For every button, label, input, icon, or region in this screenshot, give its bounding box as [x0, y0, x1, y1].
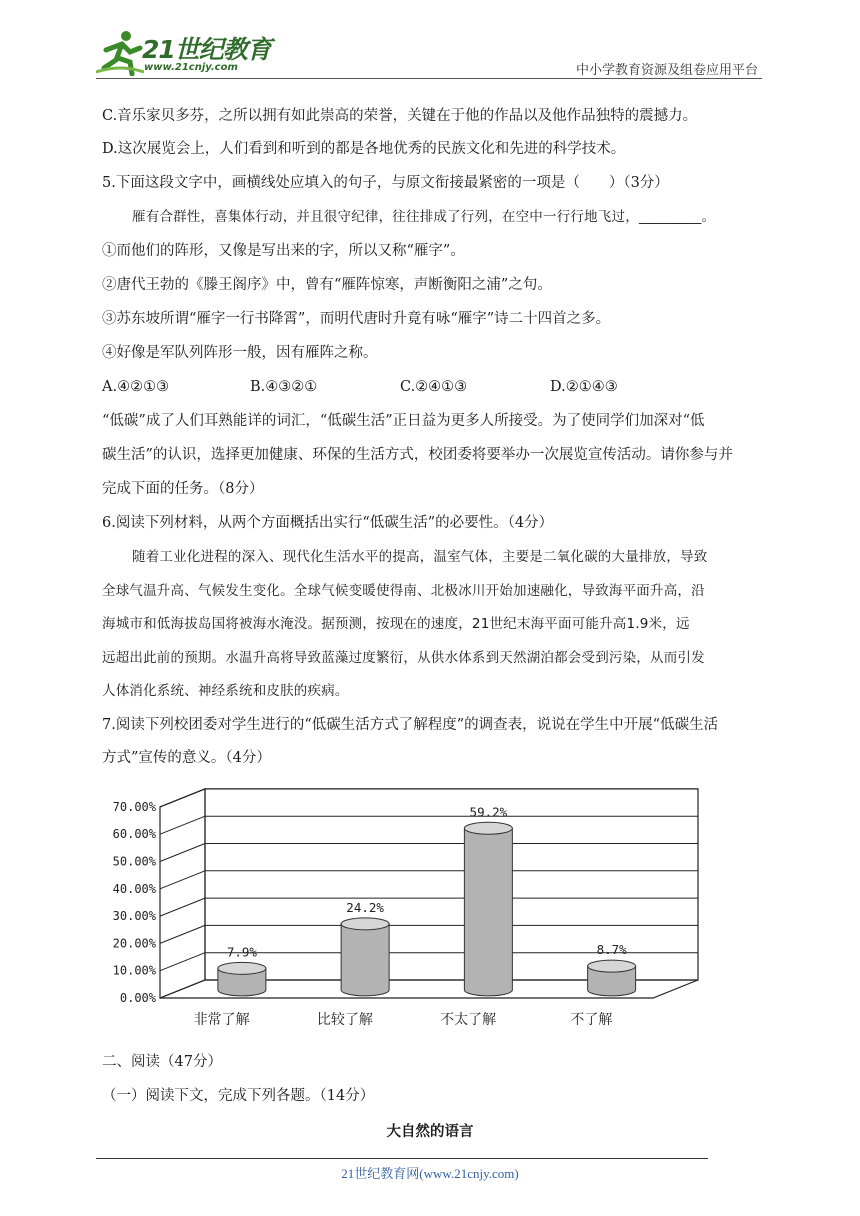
category-label: 比较了解: [316, 1012, 373, 1028]
question-5: 5.下面这段文字中，画横线处应填入的句子，与原文衔接最紧密的一项是（ ）（3分）: [102, 175, 669, 191]
data-label: 59.2%: [469, 804, 508, 820]
y-tick-label: 50.00%: [112, 854, 156, 869]
header-divider: [96, 78, 762, 79]
article-title: 大自然的语言: [386, 1123, 474, 1140]
data-label: 24.2%: [346, 899, 384, 915]
intro-line-2: 碳生活”的认识，选择更加健康、环保的生活方式，校团委将要举办一次展览宣传活动。请你参与并: [102, 447, 733, 463]
bar-body: [341, 924, 389, 996]
bar-top: [464, 822, 512, 834]
y-tick-label: 20.00%: [112, 936, 156, 951]
sentence-3: ③苏东坡所谓“雁字一行书降霄”，而明代唐时升竟有咏“雁字”诗二十四首之多。: [102, 311, 611, 327]
material-line-2: 全球气温升高、气候发生变化。全球气候变暖使得南、北极冰川开始加速融化，导致海平面升高，沿: [102, 583, 705, 599]
survey-chart: [100, 770, 720, 1040]
y-tick-label: 0.00%: [119, 991, 156, 1005]
category-label: 不太了解: [440, 1012, 497, 1028]
category-label: 非常了解: [193, 1012, 250, 1028]
y-tick-label: 60.00%: [112, 827, 156, 842]
gridline-side: [160, 871, 205, 889]
gridline-side: [160, 925, 205, 943]
sentence-1: ①而他们的阵形，又像是写出来的字，所以又称“雁字”。: [102, 243, 465, 259]
choice-b: B.④③②①: [250, 379, 318, 395]
bar-body: [464, 828, 512, 996]
choice-d: D.②①④③: [550, 379, 618, 395]
gridline-side: [160, 898, 205, 916]
sentence-4: ④好像是军队列阵形一般，因有雁阵之称。: [102, 345, 378, 361]
gridline-side: [160, 789, 205, 807]
bar-top: [341, 918, 389, 930]
logo-url: www.21cnjy.com: [144, 62, 238, 73]
question-7-line-1: 7.阅读下列校团委对学生进行的“低碳生活方式了解程度”的调查表，说说在学生中开展“低碳生活: [102, 717, 719, 733]
logo-text: 21世纪教育: [142, 35, 271, 64]
y-tick-label: 10.00%: [112, 963, 156, 978]
question-7-line-2: 方式”宣传的意义。（4分）: [102, 750, 271, 766]
intro-line-1: “低碳”成了人们耳熟能详的词汇，“低碳生活”正日益为更多人所接受。为了使同学们加深对“低: [102, 413, 705, 429]
gridline-side: [160, 953, 205, 971]
material-line-3: 海城市和低海拔岛国将被海水淹没。据预测，按现在的速度，21世纪末海平面可能升高1.9米，远: [102, 616, 690, 632]
footer-text: 21世纪教育网(www.21cnjy.com): [341, 1166, 519, 1181]
option-d: D.这次展览会上，人们看到和听到的都是各地优秀的民族文化和先进的科学技术。: [102, 141, 626, 157]
question-5-passage: 雁有合群性，喜集体行动，并且很守纪律，往往排成了行列，在空中一行行地飞过，_________。: [132, 209, 716, 225]
y-tick-label: 40.00%: [112, 881, 156, 896]
chart-side-wall: [160, 789, 205, 998]
platform-name: 中小学教育资源及组卷应用平台: [575, 63, 758, 78]
section-2-heading: 二、阅读（47分）: [102, 1054, 222, 1070]
y-tick-label: 70.00%: [112, 799, 156, 814]
y-tick-label: 30.00%: [112, 909, 156, 924]
choice-c: C.②④①③: [400, 379, 468, 395]
data-label: 8.7%: [596, 942, 627, 958]
data-label: 7.9%: [226, 944, 257, 960]
material-line-5: 人体消化系统、神经系统和皮肤的疾病。: [102, 683, 349, 699]
category-label: 不了解: [570, 1012, 613, 1028]
section-2-part-1: （一）阅读下文，完成下列各题。（14分）: [102, 1088, 375, 1104]
intro-line-3: 完成下面的任务。（8分）: [102, 481, 264, 497]
footer-divider: [96, 1158, 708, 1159]
bar-top: [588, 960, 636, 972]
chart-svg: [100, 770, 720, 1040]
gridline-side: [160, 844, 205, 862]
gridline-side: [160, 816, 205, 834]
question-6: 6.阅读下列材料，从两个方面概括出实行“低碳生活”的必要性。（4分）: [102, 515, 554, 531]
option-c: C.音乐家贝多芬，之所以拥有如此崇高的荣誉，关键在于他的作品以及他作品独特的震撼力。: [102, 108, 698, 124]
material-line-1: 随着工业化进程的深入、现代化生活水平的提高，温室气体，主要是二氧化碳的大量排放，导致: [132, 549, 708, 565]
bar-top: [218, 962, 266, 974]
page-header: [96, 28, 760, 80]
runner-icon: [96, 28, 144, 76]
material-line-4: 远超出此前的预期。水温升高将导致蓝藻过度繁衍，从供水体系到天然湖泊都会受到污染，从而引发: [102, 650, 705, 666]
choice-a: A.④②①③: [102, 379, 170, 395]
sentence-2: ②唐代王勃的《滕王阁序》中，曾有“雁阵惊寒，声断衡阳之浦”之句。: [102, 277, 552, 293]
site-logo: [96, 28, 296, 78]
